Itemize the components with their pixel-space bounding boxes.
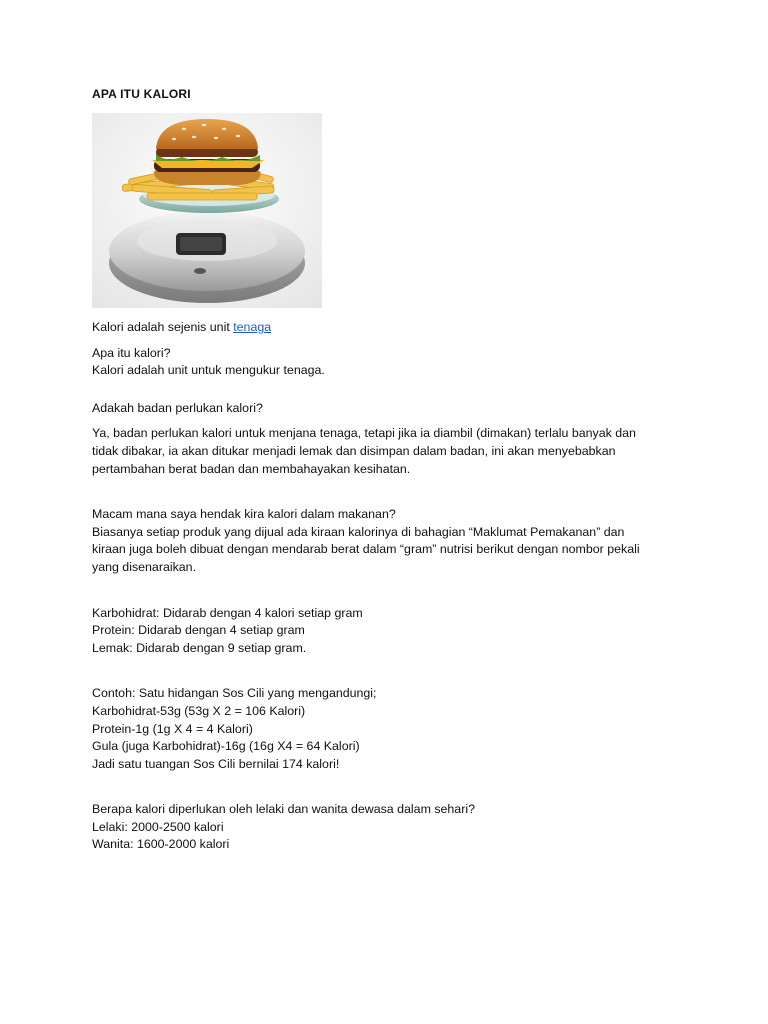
multiplier-line: Karbohidrat: Didarab dengan 4 kalori setiap gram: [92, 605, 363, 620]
intro-text: Kalori adalah sejenis unit: [92, 320, 234, 334]
answer-3-line: yang disenaraikan.: [92, 559, 197, 574]
example-line: Jadi satu tuangan Sos Cili bernilai 174 kalori!: [92, 756, 340, 771]
page-title: APA ITU KALORI: [92, 87, 191, 101]
burger-scale-image: [92, 113, 322, 308]
multiplier-line: Protein: Didarab dengan 4 setiap gram: [92, 623, 305, 638]
example-line: Gula (juga Karbohidrat)-16g (16g X4 = 64 Kalori): [92, 739, 360, 754]
answer-2-line: tidak dibakar, ia akan ditukar menjadi lemak dan disimpan dalam badan, ini akan menyebabkan: [92, 443, 616, 458]
question-1: Apa itu kalori?: [92, 345, 171, 360]
answer-3-line: kiraan juga boleh dibuat dengan mendarab berat dalam “gram” nutrisi berikut dengan nombor pekali: [92, 542, 640, 557]
multiplier-line: Lemak: Didarab dengan 9 setiap gram.: [92, 640, 307, 655]
tenaga-link[interactable]: tenaga: [233, 320, 272, 334]
question-4: Berapa kalori diperlukan oleh lelaki dan wanita dewasa dalam sehari?: [92, 802, 475, 817]
example-line: Protein-1g (1g X 4 = 4 Kalori): [92, 721, 253, 736]
answer-2-line: Ya, badan perlukan kalori untuk menjana tenaga, tetapi jika ia diambil (dimakan) terlalu banyak dan: [92, 426, 636, 441]
question-2: Adakah badan perlukan kalori?: [92, 400, 263, 415]
document-body: [92, 319, 682, 854]
example-line: Karbohidrat-53g (53g X 2 = 106 Kalori): [92, 703, 306, 718]
daily-line: Wanita: 1600-2000 kalori: [92, 837, 230, 852]
answer-1: Kalori adalah unit untuk mengukur tenaga.: [92, 363, 325, 378]
daily-line: Lelaki: 2000-2500 kalori: [92, 819, 224, 834]
question-3: Macam mana saya hendak kira kalori dalam makanan?: [92, 507, 396, 522]
intro-line: [92, 319, 682, 337]
example-line: Contoh: Satu hidangan Sos Cili yang mengandungi;: [92, 686, 377, 701]
answer-3-line: Biasanya setiap produk yang dijual ada kiraan kalorinya di bahagian “Maklumat Pemakanan” dan: [92, 524, 625, 539]
answer-2-line: pertambahan berat badan dan membahayakan kesihatan.: [92, 461, 411, 476]
